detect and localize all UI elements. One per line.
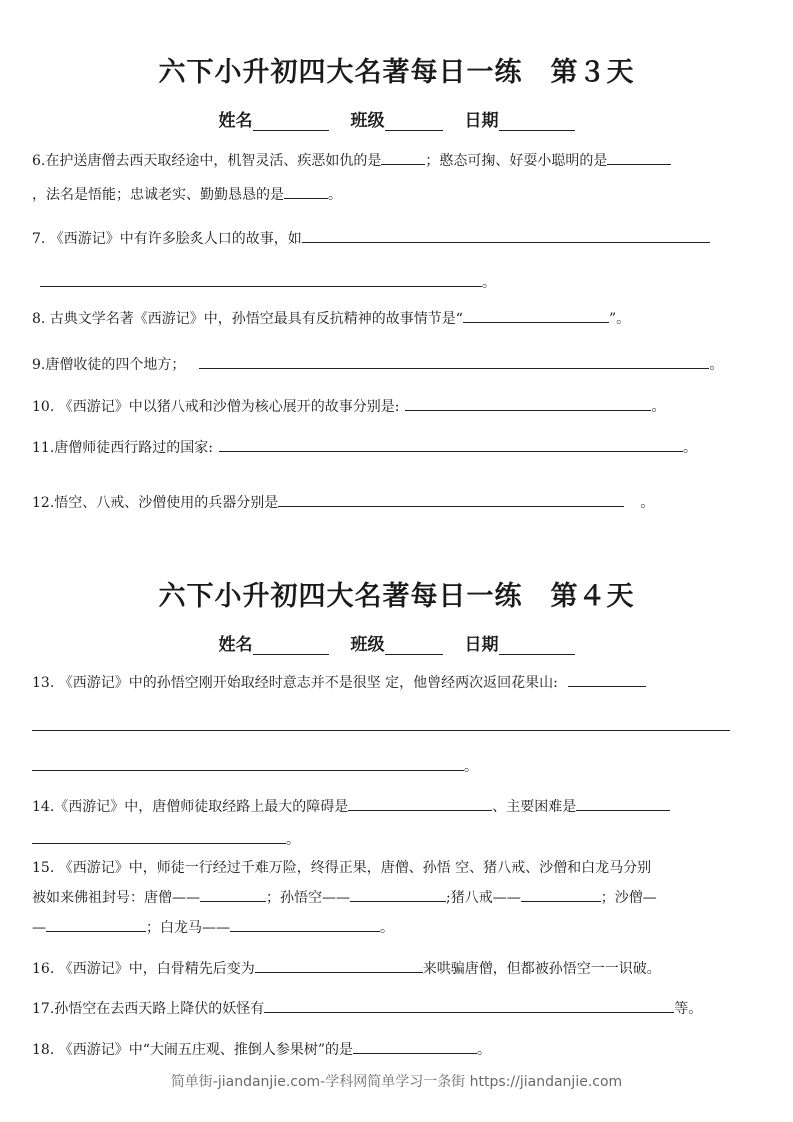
day4-student-info bbox=[0, 630, 793, 655]
answer-blank-q13-3[interactable] bbox=[32, 756, 464, 771]
question-16-text-b: 来哄骗唐僧，但都被孙悟空一一识破。 bbox=[422, 961, 661, 977]
answer-blank-q15-shaseng[interactable] bbox=[46, 917, 146, 932]
punct: 。 bbox=[640, 495, 655, 511]
punct: 。 bbox=[651, 399, 666, 415]
question-7-line2 bbox=[40, 272, 496, 293]
answer-blank-q14-3[interactable] bbox=[32, 829, 286, 844]
question-14-line2 bbox=[32, 829, 300, 850]
answer-blank-q15-zhubajie[interactable] bbox=[521, 887, 601, 902]
question-13-line1 bbox=[32, 672, 646, 693]
question-15-line1 bbox=[32, 858, 651, 878]
question-14-text: 14.《西游记》中，唐僧师徒取经路上最大的障碍是 bbox=[32, 799, 349, 815]
answer-blank-q13-2[interactable] bbox=[32, 716, 730, 731]
question-18-text: 18. 《西游记》中“大闹五庄观、推倒人参果树”的是 bbox=[32, 1042, 354, 1058]
answer-blank-q18[interactable] bbox=[353, 1039, 477, 1054]
punct: 。 bbox=[682, 440, 697, 456]
question-13-line2 bbox=[32, 716, 730, 737]
day3-date-label: 日期 bbox=[464, 111, 499, 131]
answer-blank-q14-1[interactable] bbox=[348, 796, 492, 811]
answer-blank-q15-sunwukong[interactable] bbox=[350, 887, 446, 902]
question-9 bbox=[32, 354, 723, 375]
answer-blank-q6-2[interactable] bbox=[607, 150, 671, 165]
dash: — bbox=[32, 920, 46, 936]
day4-class-label: 班级 bbox=[350, 635, 385, 655]
day3-name-blank[interactable] bbox=[253, 112, 329, 131]
answer-blank-q6-1[interactable] bbox=[381, 150, 425, 165]
question-9-text: 9.唐僧收徒的四个地方； bbox=[32, 357, 186, 373]
answer-blank-q9[interactable] bbox=[199, 354, 709, 369]
day3-student-info bbox=[0, 106, 793, 131]
day3-title: 六下小升初四大名著每日一练 第３天 bbox=[158, 57, 635, 88]
punct: 。 bbox=[380, 920, 394, 936]
question-15-line3 bbox=[32, 917, 394, 938]
punct: 等。 bbox=[674, 1001, 703, 1017]
answer-blank-q7-1[interactable] bbox=[302, 228, 710, 243]
question-15-text-g: ；白龙马—— bbox=[146, 920, 230, 936]
day4-date-label: 日期 bbox=[464, 635, 499, 655]
question-8 bbox=[32, 308, 630, 329]
question-15-text-e: ；沙僧— bbox=[600, 890, 657, 906]
question-13-text: 13. 《西游记》中的孙悟空刚开始取经时意志并不是很坚 定，他曾经两次返回花果山: bbox=[32, 675, 558, 691]
question-6-text-b: ；憨态可掬、好耍小聪明的是 bbox=[425, 153, 608, 169]
answer-blank-q17[interactable] bbox=[264, 998, 674, 1013]
punct: 。 bbox=[328, 187, 342, 203]
question-6-line2 bbox=[32, 184, 342, 205]
punct: 。 bbox=[286, 832, 300, 848]
question-15-text-b: 被如来佛祖封号：唐僧—— bbox=[32, 890, 200, 906]
question-14-text-b: 、主要困难是 bbox=[492, 799, 577, 815]
question-6-line1 bbox=[32, 150, 671, 171]
question-11 bbox=[32, 437, 697, 458]
question-12 bbox=[32, 492, 654, 513]
punct: 。 bbox=[477, 1042, 492, 1058]
answer-blank-q10[interactable] bbox=[405, 396, 651, 411]
day4-name-label: 姓名 bbox=[218, 635, 253, 655]
question-15-text-c: ；孙悟空—— bbox=[266, 890, 350, 906]
question-10 bbox=[32, 396, 665, 417]
question-18 bbox=[32, 1039, 491, 1060]
question-16 bbox=[32, 958, 661, 979]
answer-blank-q12[interactable] bbox=[278, 492, 624, 507]
footer-watermark: 简单街-jiandanjie.com-学科网简单学习一条街 https://jiandanjie.com bbox=[170, 1074, 623, 1090]
question-17-text: 17.孙悟空在去西天路上降伏的妖怪有 bbox=[32, 1001, 265, 1017]
answer-blank-q6-3[interactable] bbox=[284, 184, 328, 199]
question-7-text: 7. 《西游记》中有许多脍炙人口的故事，如 bbox=[32, 231, 302, 247]
day4-name-blank[interactable] bbox=[253, 636, 329, 655]
question-16-text: 16. 《西游记》中，白骨精先后变为 bbox=[32, 961, 255, 977]
day4-class-blank[interactable] bbox=[385, 636, 443, 655]
answer-blank-q11[interactable] bbox=[219, 437, 683, 452]
answer-blank-q13-1[interactable] bbox=[568, 672, 646, 687]
answer-blank-q15-tangseng[interactable] bbox=[200, 887, 266, 902]
question-11-text: 11.唐僧师徒西行路过的国家: bbox=[32, 440, 213, 456]
answer-blank-q15-bailongma[interactable] bbox=[230, 917, 380, 932]
question-8-text: 8. 古典文学名著《西游记》中，孙悟空最具有反抗精神的故事情节是“ bbox=[32, 311, 463, 327]
question-10-text: 10. 《西游记》中以猪八戒和沙僧为核心展开的故事分别是: bbox=[32, 399, 400, 415]
day3-class-blank[interactable] bbox=[385, 112, 443, 131]
question-6-text-c: ，法名是悟能；忠诚老实、勤勤恳恳的是 bbox=[32, 187, 284, 203]
question-15-text-d: ;猪八戒—— bbox=[446, 890, 521, 906]
question-12-text: 12.悟空、八戒、沙僧使用的兵器分别是 bbox=[32, 495, 279, 511]
day3-date-blank[interactable] bbox=[499, 112, 575, 131]
punct: ”。 bbox=[608, 311, 631, 327]
day4-title: 六下小升初四大名著每日一练 第４天 bbox=[158, 581, 635, 612]
day4-date-blank[interactable] bbox=[499, 636, 575, 655]
answer-blank-q8[interactable] bbox=[463, 308, 609, 323]
punct: 。 bbox=[709, 357, 724, 373]
answer-blank-q16[interactable] bbox=[255, 958, 423, 973]
question-7-line1 bbox=[32, 228, 710, 249]
punct: 。 bbox=[482, 275, 496, 291]
day3-name-label: 姓名 bbox=[218, 111, 253, 131]
day3-class-label: 班级 bbox=[350, 111, 385, 131]
question-17 bbox=[32, 998, 702, 1019]
question-6-text: 6.在护送唐僧去西天取经途中，机智灵活、疾恶如仇的是 bbox=[32, 153, 382, 169]
question-15-line2 bbox=[32, 887, 657, 908]
answer-blank-q7-2[interactable] bbox=[40, 272, 482, 287]
answer-blank-q14-2[interactable] bbox=[576, 796, 670, 811]
question-14-line1 bbox=[32, 796, 670, 817]
punct: 。 bbox=[464, 759, 478, 775]
question-13-line3 bbox=[32, 756, 478, 777]
question-15-text: 15. 《西游记》中，师徒一行经过千难万险，终得正果，唐僧、孙悟 空、猪八戒、沙僧和白龙马分别 bbox=[32, 860, 652, 876]
